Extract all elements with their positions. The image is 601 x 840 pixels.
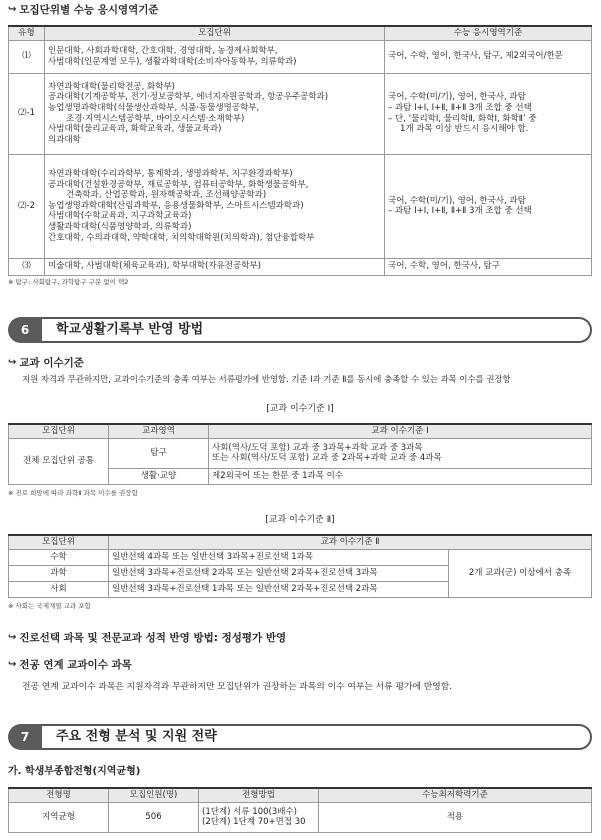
units-cell bbox=[45, 73, 385, 154]
side-cell: 2개 교과(군) 이상에서 충족 bbox=[449, 549, 592, 597]
criteria-line: – 과탐 Ⅰ+Ⅰ, Ⅰ+Ⅱ, Ⅱ+Ⅱ 3개 조합 중 선택 bbox=[388, 206, 532, 217]
col-header: 모집단위 bbox=[9, 535, 109, 549]
unit-cell: 수학 bbox=[9, 549, 109, 565]
table-note: ※ 진로 희망에 따라 과학Ⅱ 과목 이수를 권장함 bbox=[8, 488, 138, 497]
col-header: 교과 이수기준 Ⅱ bbox=[109, 535, 592, 549]
section-number: 7 bbox=[8, 724, 42, 750]
col-header: 유형 bbox=[9, 26, 45, 40]
criteria-cell bbox=[209, 438, 592, 468]
admission-table bbox=[8, 787, 592, 833]
criteria-line: 국어, 수학(미/기), 영어, 한국사, 과탐 bbox=[388, 195, 526, 206]
subsection-title: 가. 학생부종합전형(지역균형) bbox=[8, 766, 141, 777]
table-note: ※ 사회는 국제계열 교과 포함 bbox=[8, 601, 91, 610]
suneung-table bbox=[8, 25, 592, 276]
section-banner-7 bbox=[8, 723, 592, 751]
section-title: 주요 전형 분석 및 지원 전략 bbox=[42, 724, 592, 750]
unit-line: 자연과학대학(물리학전공, 화학부) bbox=[48, 81, 175, 92]
col-header: 모집인원(명) bbox=[109, 788, 199, 802]
unit-line: 공과대학(기계공학부, 전기·정보공학부, 에너지자원공학과, 항공우주공학과) bbox=[48, 92, 329, 103]
col-header: 모집단위 bbox=[45, 26, 385, 40]
table-row bbox=[9, 40, 592, 73]
unit-line: 자연과학대학(수리과학부, 통계학과, 생명과학부, 지구환경과학부) bbox=[48, 168, 293, 179]
criteria-cell bbox=[385, 73, 592, 154]
criteria-line: – 과탐 Ⅰ+Ⅰ, Ⅰ+Ⅱ, Ⅱ+Ⅱ 3개 조합 중 선택 bbox=[388, 103, 532, 113]
col-header: 수능최저학력기준 bbox=[319, 788, 592, 802]
table-title: [교과 이수기준 Ⅱ] bbox=[265, 515, 335, 525]
heading-career bbox=[8, 632, 286, 645]
section-number: 6 bbox=[8, 317, 42, 343]
unit-line: 공과대학(건설환경공학부, 재료공학부, 컴퓨터공학부, 화학생물공학부, bbox=[48, 179, 309, 190]
unit-cell: 전체 모집단위 공통 bbox=[9, 438, 109, 484]
section-heading-text: 모집단위별 수능 응시영역기준 bbox=[19, 4, 159, 16]
suneung-table-wrap bbox=[8, 25, 592, 286]
criteria-cell: 국어, 수학, 영어, 한국사, 탐구 bbox=[385, 258, 592, 275]
col-header: 모집단위 bbox=[9, 424, 109, 438]
admission-table-wrap bbox=[8, 787, 592, 833]
table-row bbox=[9, 549, 592, 565]
criteria-line: 또는 사회(역사/도덕 포함) 교과 중 2과목+과학 교과 중 4과목 bbox=[212, 453, 442, 464]
units-cell: 미술대학, 사범대학(체육교육과), 학부대학(자유전공학부) bbox=[45, 258, 385, 275]
heading-text: 교과 이수기준 bbox=[19, 357, 84, 369]
arrow-icon: ↪ bbox=[8, 4, 17, 16]
area-cell: 생활·교양 bbox=[109, 468, 209, 484]
section-banner-6 bbox=[8, 316, 592, 344]
unit-line: 사범대학(수학교육과, 지구과학교육과) bbox=[48, 211, 192, 222]
unit-line: 간호대학, 수의과대학, 약학대학, 치의학대학원(치의학과), 첨단융합학부 bbox=[48, 232, 315, 243]
criteria-cell: 제2외국어 또는 한문 중 1과목 이수 bbox=[209, 468, 592, 484]
name-cell: 지역균형 bbox=[9, 802, 109, 832]
units-cell bbox=[45, 40, 385, 73]
col-header: 교과 이수기준 Ⅰ bbox=[209, 424, 592, 438]
criteria-cell: 일반선택 3과목+진로선택 2과목 또는 일반선택 2과목+진로선택 3과목 bbox=[109, 565, 449, 581]
table-row bbox=[9, 258, 592, 275]
heading-text: 진로선택 과목 및 전문교과 성적 반영 방법: 정성평가 반영 bbox=[19, 632, 287, 644]
type-cell: ⑶ bbox=[9, 258, 45, 275]
unit-cell: 사회 bbox=[9, 581, 109, 597]
count-cell: 506 bbox=[109, 802, 199, 832]
criteria-line: – 단, ‘물리학Ⅰ, 물리학Ⅱ, 화학Ⅰ, 화학Ⅱ’ 중 bbox=[388, 113, 537, 124]
table-title: [교과 이수기준 Ⅰ] bbox=[266, 404, 334, 414]
area-cell: 탐구 bbox=[109, 438, 209, 468]
heading-curriculum bbox=[8, 357, 84, 370]
criteria2-table bbox=[8, 534, 592, 598]
arrow-icon: ↪ bbox=[8, 659, 17, 671]
unit-line: 농업생명과학대학(식물생산과학부, 식품·동물생명공학부, bbox=[48, 103, 260, 113]
col-header: 교과영역 bbox=[109, 424, 209, 438]
table-row bbox=[9, 154, 592, 258]
criteria1-table bbox=[8, 423, 592, 485]
criteria-cell: 일반선택 4과목 또는 일반선택 3과목+진로선택 1과목 bbox=[109, 549, 449, 565]
col-header: 전형명 bbox=[9, 788, 109, 802]
criteria-cell: 국어, 수학, 영어, 한국사, 탐구, 제2외국어/한문 bbox=[385, 40, 592, 73]
table-note: ※ 탐구: 사회탐구, 과학탐구 구분 없이 택2 bbox=[8, 277, 129, 286]
criteria-line: 사회(역사/도덕 포함) 교과 중 3과목+과학 교과 중 3과목 bbox=[212, 442, 423, 453]
unit-line: 생활과학대학(식품영양학과, 의류학과) bbox=[48, 222, 192, 233]
units-cell bbox=[45, 154, 385, 258]
unit-line: 인문대학, 사회과학대학, 간호대학, 경영대학, 농경제사회학부, bbox=[48, 46, 278, 56]
heading-major bbox=[8, 659, 132, 672]
method-line: (2단계) 1단계 70+면접 30 bbox=[202, 817, 306, 828]
type-cell: ⑵-1 bbox=[9, 73, 45, 154]
unit-line: 의과대학 bbox=[48, 134, 81, 145]
type-cell: ⑴ bbox=[9, 40, 45, 73]
arrow-icon: ↪ bbox=[8, 357, 17, 369]
heading-text: 전공 연계 교과이수 과목 bbox=[19, 659, 132, 671]
section-heading-suneung bbox=[8, 4, 159, 17]
type-cell: ⑵-2 bbox=[9, 154, 45, 258]
table-row bbox=[9, 802, 592, 832]
criteria-line: 1개 과목 이상 반드시 응시해야 함. bbox=[400, 124, 529, 135]
min-cell: 적용 bbox=[319, 802, 592, 832]
unit-line: 건축학과, 산업공학과, 원자핵공학과, 조선해양공학과) bbox=[66, 190, 267, 201]
criteria-cell bbox=[385, 154, 592, 258]
criteria2-table-wrap bbox=[8, 534, 592, 610]
criteria1-table-wrap bbox=[8, 423, 592, 497]
arrow-icon: ↪ bbox=[8, 632, 17, 644]
col-header: 수능 응시영역기준 bbox=[385, 26, 592, 40]
criteria-line: 국어, 수학(미/기), 영어, 한국사, 과탐 bbox=[388, 92, 526, 103]
table-row bbox=[9, 438, 592, 468]
unit-line: 사범대학(인문계열 모두), 생활과학대학(소비자아동학부, 의류학과) bbox=[48, 56, 297, 67]
criteria-cell: 일반선택 3과목+진로선택 1과목 또는 일반선택 2과목+진로선택 2과목 bbox=[109, 581, 449, 597]
unit-line: 농업생명과학대학(산림과학부, 응용생물화학부, 스마트시스템과학과) bbox=[48, 200, 304, 211]
unit-line: 사범대학(물리교육과, 화학교육과, 생물교육과) bbox=[48, 124, 222, 135]
unit-line: 조경·지역시스템공학부, 바이오시스템·소재학부) bbox=[66, 113, 245, 124]
method-cell bbox=[199, 802, 319, 832]
section-title: 학교생활기록부 반영 방법 bbox=[42, 317, 592, 343]
curriculum-paragraph: 지원 자격과 무관하지만, 교과이수기준의 충족 여부는 서류평가에 반영함. 기준 Ⅰ과 기준 Ⅱ를 동시에 충족할 수 있는 과목 이수를 권장함 bbox=[22, 374, 511, 384]
major-paragraph: 전공 연계 교과이수 과목은 지원자격과 무관하지만 모집단위가 권장하는 과목의 이수 여부는 서류 평가에 반영함. bbox=[22, 682, 453, 692]
method-line: (1단계) 서류 100(3배수) bbox=[202, 806, 297, 817]
table-row bbox=[9, 73, 592, 154]
col-header: 전형방법 bbox=[199, 788, 319, 802]
unit-cell: 과학 bbox=[9, 565, 109, 581]
